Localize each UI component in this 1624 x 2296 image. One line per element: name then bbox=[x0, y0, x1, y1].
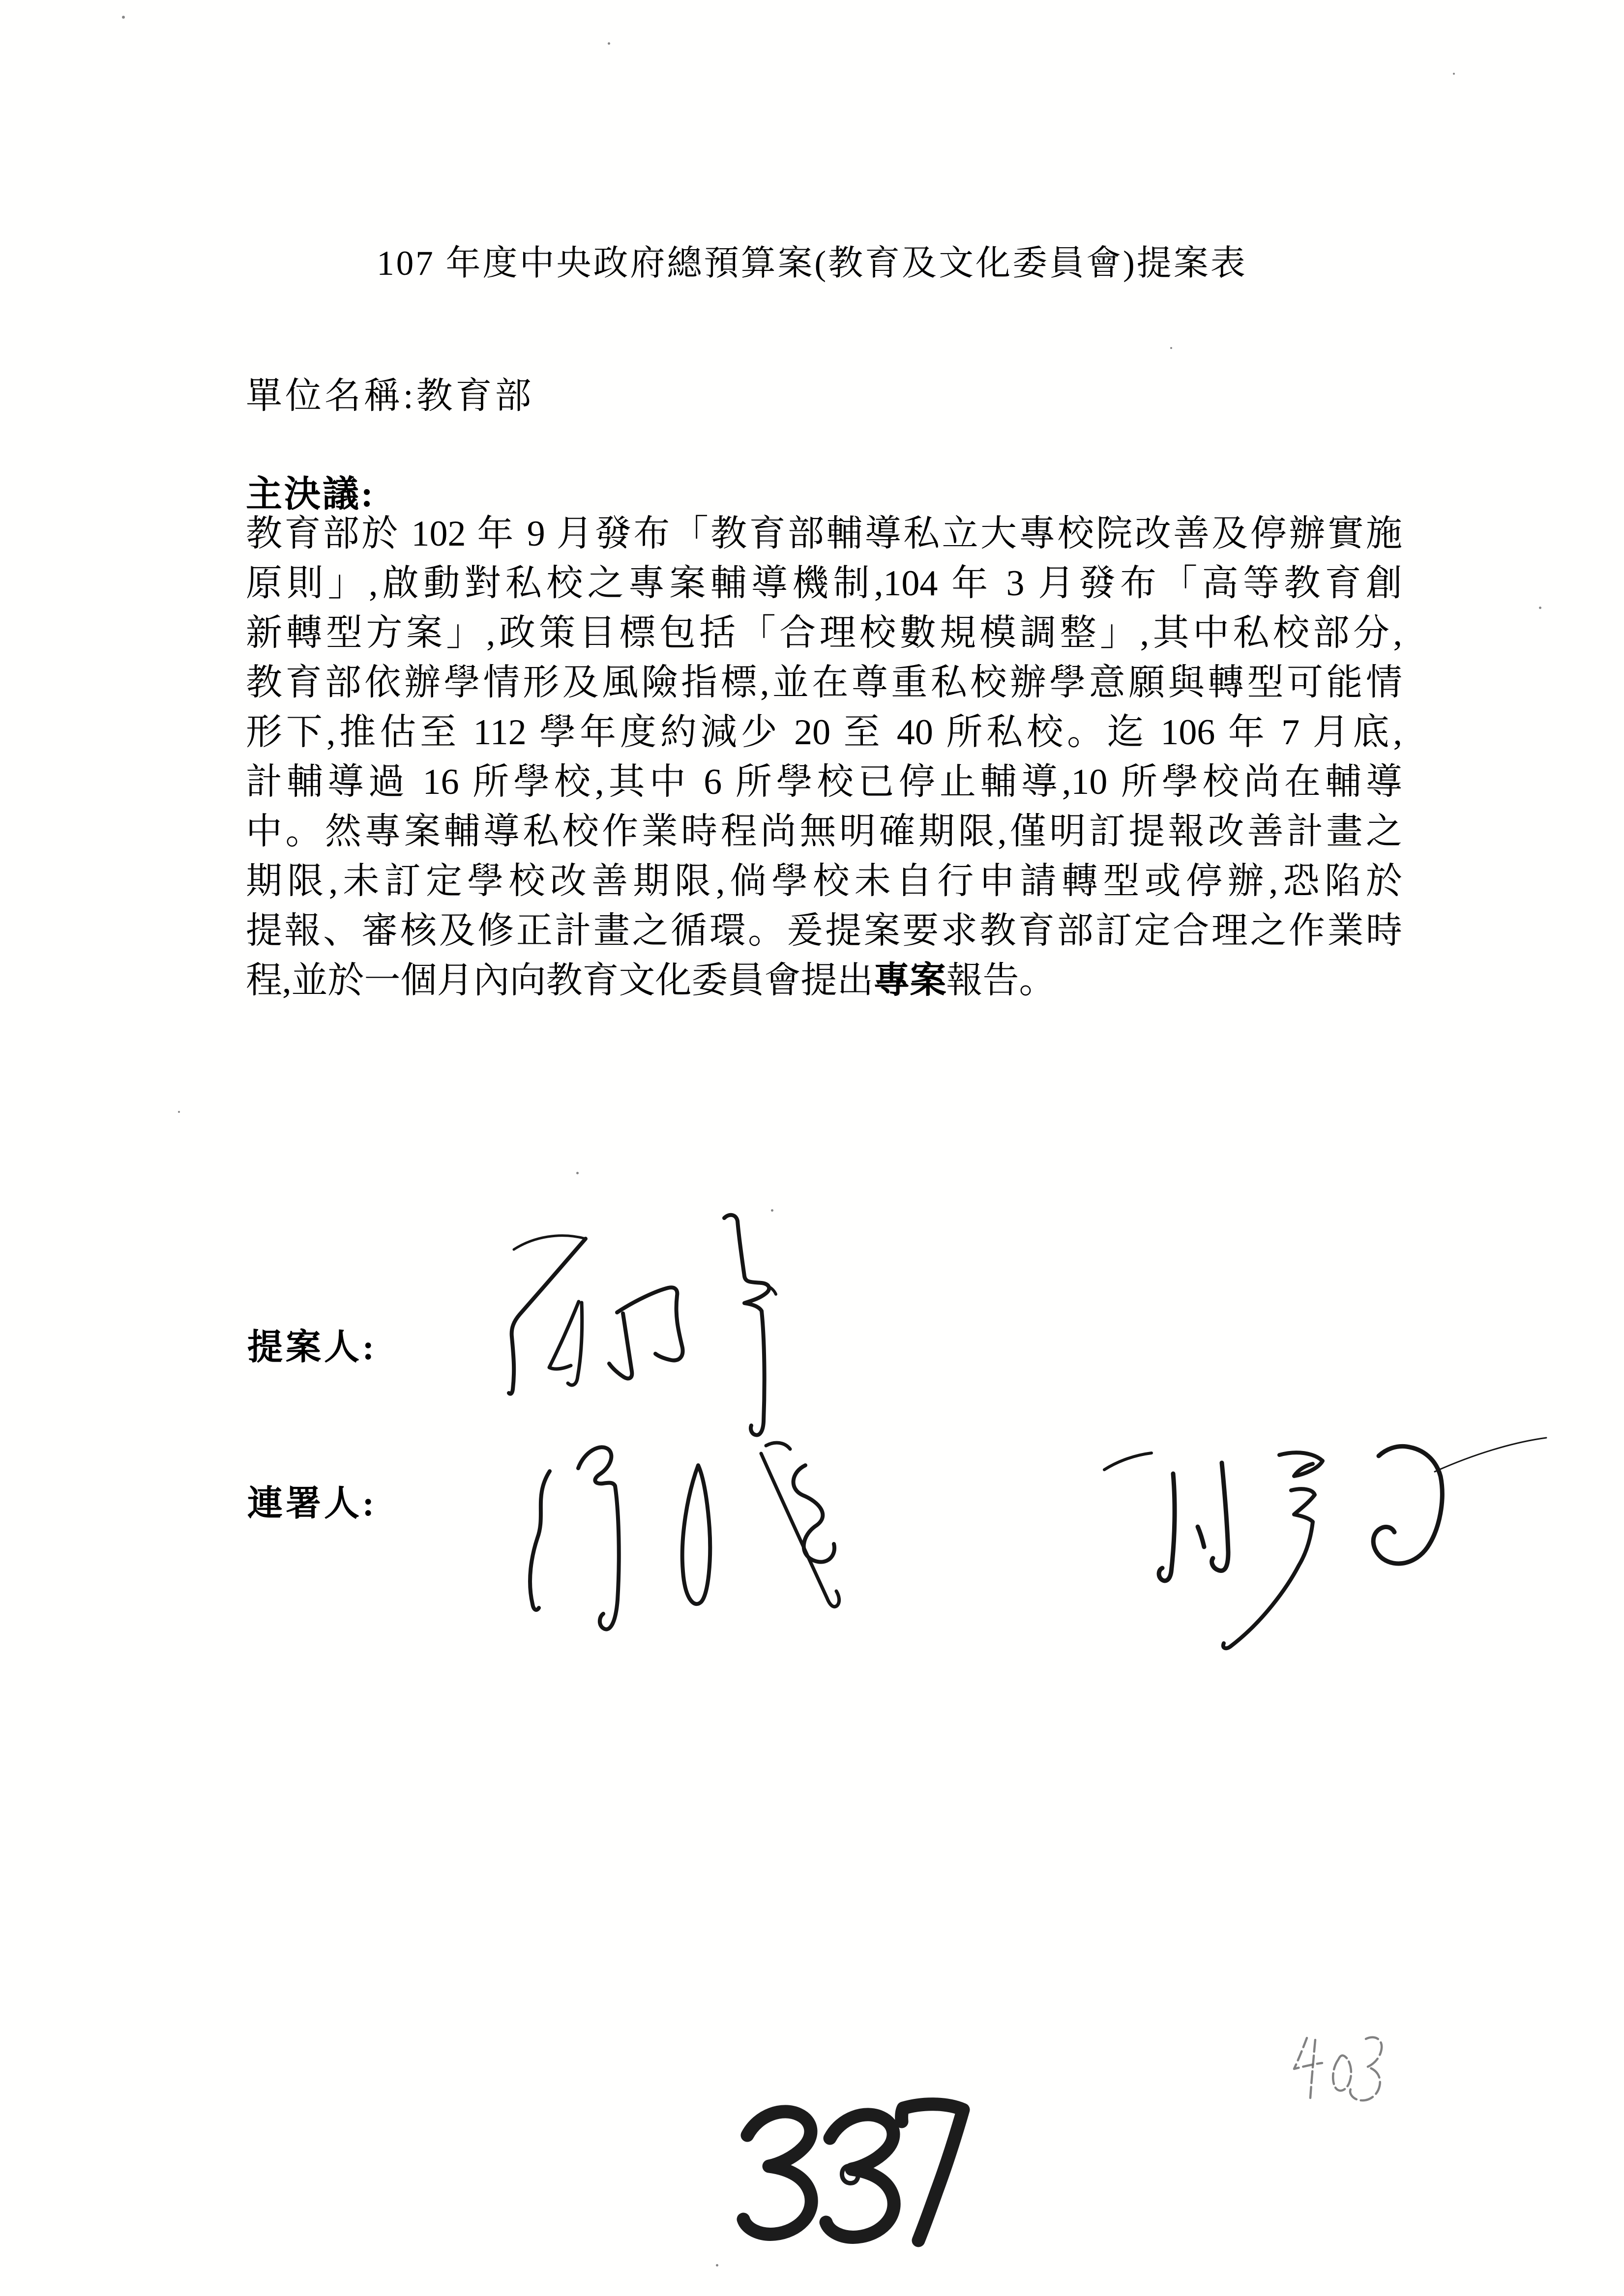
proposer-label: 提案人: bbox=[247, 1328, 377, 1367]
cosigner-signature-1-icon bbox=[506, 1438, 851, 1649]
scan-speck bbox=[716, 2264, 718, 2267]
resolution-last-line-post: 報告。 bbox=[946, 960, 1056, 1001]
handwritten-corner-note bbox=[1287, 2019, 1400, 2113]
scan-speck bbox=[1453, 73, 1455, 75]
unit-name-value: 教育部 bbox=[416, 376, 534, 416]
resolution-heading: 主決議: bbox=[246, 474, 375, 515]
cosigner-signature-2-icon bbox=[1101, 1425, 1554, 1681]
resolution-line: 計輔導過 16 所學校,其中 6 所學校已停止輔導,10 所學校尚在輔導 bbox=[246, 762, 1402, 802]
scan-speck bbox=[1539, 607, 1541, 609]
resolution-body bbox=[246, 509, 1402, 1006]
document-title: 107 年度中央政府總預算案(教育及文化委員會)提案表 bbox=[377, 244, 1247, 283]
resolution-line-last bbox=[246, 956, 1402, 1006]
unit-name-line bbox=[246, 367, 534, 419]
resolution-line: 形下,推估至 112 學年度約減少 20 至 40 所私校。迄 106 年 7 月底, bbox=[246, 712, 1402, 753]
resolution-line: 教育部依辦學情形及風險指標,並在尊重私校辦學意願與轉型可能情 bbox=[246, 663, 1402, 703]
unit-name-label: 單位名稱: bbox=[246, 376, 416, 416]
scan-speck bbox=[178, 1111, 180, 1113]
resolution-line: 教育部於 102 年 9 月發布「教育部輔導私立大專校院改善及停辦實施 bbox=[246, 514, 1402, 554]
resolution-line: 原則」,啟動對私校之專案輔導機制,104 年 3 月發布「高等教育創 bbox=[246, 563, 1402, 604]
cosigner-label: 連署人: bbox=[247, 1484, 377, 1523]
resolution-line: 新轉型方案」,政策目標包括「合理校數規模調整」,其中私校部分, bbox=[246, 613, 1402, 653]
resolution-line: 提報、審核及修正計畫之循環。爰提案要求教育部訂定合理之作業時 bbox=[246, 911, 1402, 951]
resolution-line: 中。然專案輔導私校作業時程尚無明確期限,僅明訂提報改善計畫之 bbox=[246, 812, 1402, 852]
scan-speck bbox=[576, 1172, 579, 1174]
resolution-line: 期限,未訂定學校改善期限,倘學校未自行申請轉型或停辦,恐陷於 bbox=[246, 861, 1402, 901]
scan-speck bbox=[771, 1209, 773, 1212]
handwritten-page-number bbox=[719, 2090, 974, 2252]
resolution-emphasis-text: 專案 bbox=[873, 960, 946, 1001]
resolution-last-line-pre: 程,並於一個月內向教育文化委員會提出 bbox=[246, 960, 874, 1001]
scan-speck bbox=[608, 42, 610, 45]
scan-speck bbox=[1170, 347, 1172, 349]
scan-speck bbox=[122, 16, 125, 19]
